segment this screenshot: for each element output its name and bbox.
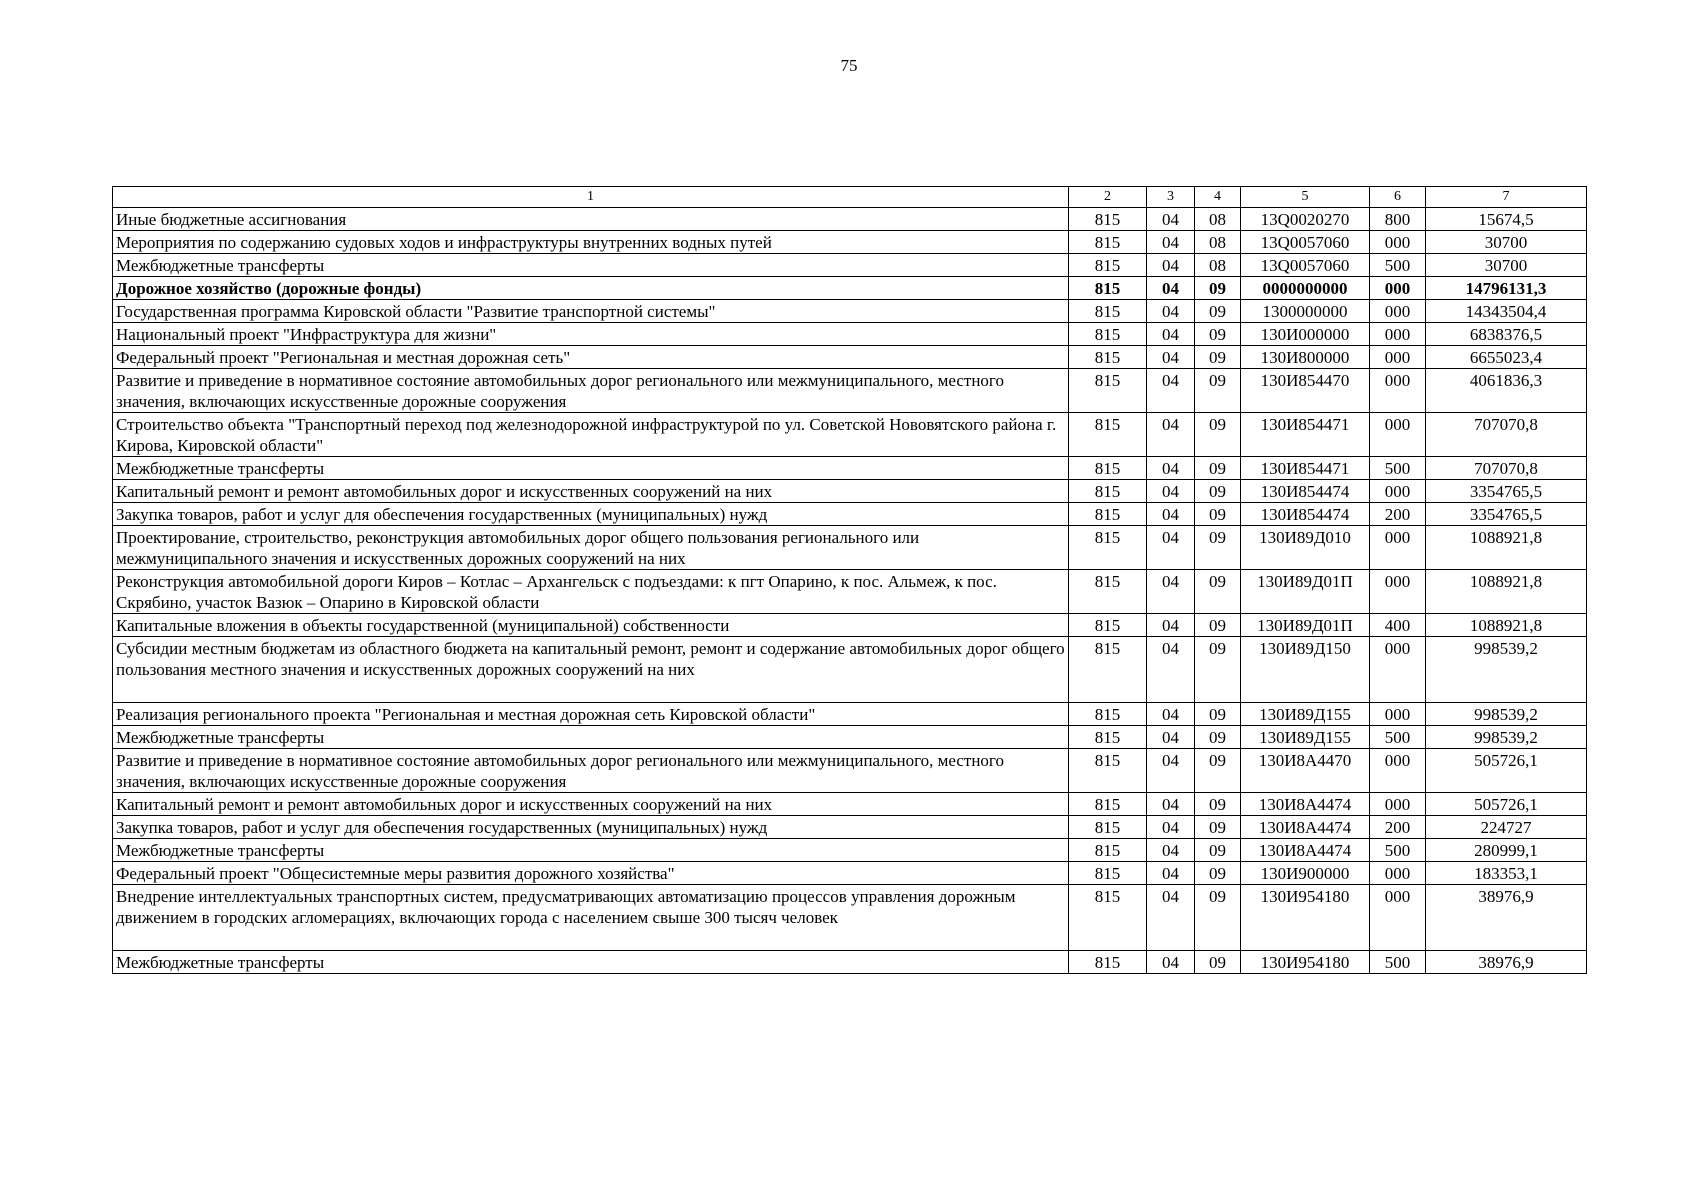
cell-pr: 09 [1195, 793, 1241, 816]
cell-pr: 09 [1195, 503, 1241, 526]
cell-csr: 130И854471 [1241, 457, 1370, 480]
cell-vr: 000 [1370, 793, 1426, 816]
cell-pr: 08 [1195, 208, 1241, 231]
cell-name: Развитие и приведение в нормативное состояние автомобильных дорог регионального или межмуниципального, местного значения, включающих искусственные дорожные сооружения [113, 749, 1069, 793]
cell-csr: 130И89Д01П [1241, 614, 1370, 637]
cell-vr: 400 [1370, 614, 1426, 637]
cell-ved: 815 [1069, 277, 1147, 300]
cell-vr: 000 [1370, 749, 1426, 793]
cell-pr: 09 [1195, 637, 1241, 703]
cell-pr: 08 [1195, 254, 1241, 277]
column-header-vr: 6 [1370, 187, 1426, 208]
cell-csr: 130И854474 [1241, 480, 1370, 503]
cell-name: Субсидии местным бюджетам из областного бюджета на капитальный ремонт, ремонт и содержание автомобильных дорог общего пользования местного значения и искусственных дорожных сооружений на них [113, 637, 1069, 703]
cell-sum: 505726,1 [1426, 749, 1587, 793]
cell-csr: 1300000000 [1241, 300, 1370, 323]
cell-csr: 130И8А4474 [1241, 816, 1370, 839]
cell-ved: 815 [1069, 526, 1147, 570]
table-row [113, 726, 1587, 749]
cell-csr: 130И854474 [1241, 503, 1370, 526]
table-row [113, 413, 1587, 457]
cell-sum: 998539,2 [1426, 726, 1587, 749]
cell-sum: 38976,9 [1426, 885, 1587, 951]
cell-rz: 04 [1147, 570, 1195, 614]
cell-pr: 09 [1195, 749, 1241, 793]
cell-pr: 08 [1195, 231, 1241, 254]
cell-rz: 04 [1147, 254, 1195, 277]
cell-name: Капитальный ремонт и ремонт автомобильных дорог и искусственных сооружений на них [113, 480, 1069, 503]
page-number: 75 [840, 56, 858, 75]
cell-ved: 815 [1069, 793, 1147, 816]
cell-csr: 130И8А4470 [1241, 749, 1370, 793]
cell-ved: 815 [1069, 208, 1147, 231]
table-row [113, 277, 1587, 300]
cell-sum: 707070,8 [1426, 457, 1587, 480]
cell-csr: 130И8А4474 [1241, 839, 1370, 862]
table-row [113, 231, 1587, 254]
cell-rz: 04 [1147, 885, 1195, 951]
cell-pr: 09 [1195, 323, 1241, 346]
cell-name: Внедрение интеллектуальных транспортных систем, предусматривающих автоматизацию процессов управления дорожным движением в городских агломерациях, включающих города с населением свыше 300 тысяч человек [113, 885, 1069, 951]
table-row [113, 208, 1587, 231]
table-row [113, 457, 1587, 480]
cell-vr: 500 [1370, 726, 1426, 749]
cell-pr: 09 [1195, 885, 1241, 951]
cell-vr: 000 [1370, 323, 1426, 346]
table-header-row [113, 187, 1587, 208]
cell-vr: 000 [1370, 231, 1426, 254]
cell-sum: 30700 [1426, 254, 1587, 277]
column-header-name: 1 [113, 187, 1069, 208]
cell-csr: 130И954180 [1241, 885, 1370, 951]
cell-rz: 04 [1147, 726, 1195, 749]
cell-sum: 15674,5 [1426, 208, 1587, 231]
cell-pr: 09 [1195, 862, 1241, 885]
budget-table [112, 186, 1587, 974]
cell-ved: 815 [1069, 369, 1147, 413]
cell-rz: 04 [1147, 413, 1195, 457]
cell-sum: 280999,1 [1426, 839, 1587, 862]
cell-pr: 09 [1195, 300, 1241, 323]
cell-sum: 1088921,8 [1426, 526, 1587, 570]
cell-rz: 04 [1147, 503, 1195, 526]
column-header-rz: 3 [1147, 187, 1195, 208]
table-row [113, 793, 1587, 816]
cell-name: Реализация регионального проекта "Региональная и местная дорожная сеть Кировской области" [113, 703, 1069, 726]
cell-vr: 500 [1370, 839, 1426, 862]
cell-pr: 09 [1195, 369, 1241, 413]
cell-csr: 130И854470 [1241, 369, 1370, 413]
cell-ved: 815 [1069, 816, 1147, 839]
cell-rz: 04 [1147, 951, 1195, 974]
cell-name: Капитальный ремонт и ремонт автомобильных дорог и искусственных сооружений на них [113, 793, 1069, 816]
cell-ved: 815 [1069, 323, 1147, 346]
cell-sum: 998539,2 [1426, 703, 1587, 726]
cell-sum: 505726,1 [1426, 793, 1587, 816]
cell-ved: 815 [1069, 231, 1147, 254]
cell-name: Межбюджетные трансферты [113, 726, 1069, 749]
cell-vr: 500 [1370, 951, 1426, 974]
table-row [113, 480, 1587, 503]
cell-ved: 815 [1069, 614, 1147, 637]
cell-ved: 815 [1069, 726, 1147, 749]
cell-name: Межбюджетные трансферты [113, 951, 1069, 974]
cell-name: Дорожное хозяйство (дорожные фонды) [113, 277, 1069, 300]
cell-csr: 130И89Д010 [1241, 526, 1370, 570]
cell-pr: 09 [1195, 413, 1241, 457]
cell-rz: 04 [1147, 480, 1195, 503]
cell-vr: 000 [1370, 885, 1426, 951]
cell-csr: 130И954180 [1241, 951, 1370, 974]
cell-vr: 500 [1370, 457, 1426, 480]
cell-csr: 130И854471 [1241, 413, 1370, 457]
cell-ved: 815 [1069, 413, 1147, 457]
cell-name: Федеральный проект "Региональная и местная дорожная сеть" [113, 346, 1069, 369]
cell-name: Федеральный проект "Общесистемные меры развития дорожного хозяйства" [113, 862, 1069, 885]
cell-name: Проектирование, строительство, реконструкция автомобильных дорог общего пользования регионального или межмуниципального значения и искусственных дорожных сооружений на них [113, 526, 1069, 570]
cell-ved: 815 [1069, 457, 1147, 480]
cell-name: Закупка товаров, работ и услуг для обеспечения государственных (муниципальных) нужд [113, 816, 1069, 839]
cell-pr: 09 [1195, 816, 1241, 839]
cell-csr: 130И000000 [1241, 323, 1370, 346]
table-row [113, 346, 1587, 369]
cell-vr: 000 [1370, 413, 1426, 457]
cell-pr: 09 [1195, 480, 1241, 503]
cell-ved: 815 [1069, 862, 1147, 885]
cell-name: Межбюджетные трансферты [113, 839, 1069, 862]
cell-name: Закупка товаров, работ и услуг для обеспечения государственных (муниципальных) нужд [113, 503, 1069, 526]
cell-rz: 04 [1147, 457, 1195, 480]
cell-sum: 6655023,4 [1426, 346, 1587, 369]
cell-pr: 09 [1195, 839, 1241, 862]
table-row [113, 300, 1587, 323]
cell-pr: 09 [1195, 614, 1241, 637]
cell-csr: 130И89Д155 [1241, 726, 1370, 749]
cell-rz: 04 [1147, 208, 1195, 231]
cell-name: Государственная программа Кировской области "Развитие транспортной системы" [113, 300, 1069, 323]
cell-pr: 09 [1195, 951, 1241, 974]
cell-sum: 6838376,5 [1426, 323, 1587, 346]
cell-sum: 38976,9 [1426, 951, 1587, 974]
cell-vr: 000 [1370, 300, 1426, 323]
cell-sum: 707070,8 [1426, 413, 1587, 457]
cell-vr: 200 [1370, 503, 1426, 526]
cell-ved: 815 [1069, 346, 1147, 369]
table-row [113, 570, 1587, 614]
cell-vr: 000 [1370, 526, 1426, 570]
column-header-pr: 4 [1195, 187, 1241, 208]
table-body [113, 208, 1587, 974]
cell-rz: 04 [1147, 323, 1195, 346]
cell-name: Мероприятия по содержанию судовых ходов и инфраструктуры внутренних водных путей [113, 231, 1069, 254]
cell-vr: 000 [1370, 637, 1426, 703]
cell-rz: 04 [1147, 614, 1195, 637]
cell-sum: 224727 [1426, 816, 1587, 839]
cell-rz: 04 [1147, 231, 1195, 254]
cell-csr: 130И800000 [1241, 346, 1370, 369]
cell-ved: 815 [1069, 749, 1147, 793]
cell-name: Капитальные вложения в объекты государственной (муниципальной) собственности [113, 614, 1069, 637]
cell-vr: 000 [1370, 369, 1426, 413]
cell-name: Национальный проект "Инфраструктура для жизни" [113, 323, 1069, 346]
cell-pr: 09 [1195, 703, 1241, 726]
cell-vr: 000 [1370, 570, 1426, 614]
cell-csr: 130И89Д150 [1241, 637, 1370, 703]
table-row [113, 526, 1587, 570]
table-row [113, 951, 1587, 974]
table-row [113, 885, 1587, 951]
cell-vr: 800 [1370, 208, 1426, 231]
cell-ved: 815 [1069, 703, 1147, 726]
cell-sum: 183353,1 [1426, 862, 1587, 885]
cell-pr: 09 [1195, 277, 1241, 300]
column-header-ved: 2 [1069, 187, 1147, 208]
cell-name: Иные бюджетные ассигнования [113, 208, 1069, 231]
cell-name: Развитие и приведение в нормативное состояние автомобильных дорог регионального или межмуниципального, местного значения, включающих искусственные дорожные сооружения [113, 369, 1069, 413]
table-row [113, 369, 1587, 413]
cell-vr: 200 [1370, 816, 1426, 839]
table-row [113, 503, 1587, 526]
cell-ved: 815 [1069, 951, 1147, 974]
cell-rz: 04 [1147, 369, 1195, 413]
cell-rz: 04 [1147, 346, 1195, 369]
cell-sum: 3354765,5 [1426, 480, 1587, 503]
table-row [113, 816, 1587, 839]
cell-sum: 1088921,8 [1426, 570, 1587, 614]
cell-rz: 04 [1147, 277, 1195, 300]
table-row [113, 323, 1587, 346]
cell-sum: 14796131,3 [1426, 277, 1587, 300]
cell-csr: 0000000000 [1241, 277, 1370, 300]
cell-csr: 13Q0057060 [1241, 254, 1370, 277]
cell-pr: 09 [1195, 457, 1241, 480]
cell-rz: 04 [1147, 839, 1195, 862]
cell-ved: 815 [1069, 480, 1147, 503]
cell-name: Межбюджетные трансферты [113, 254, 1069, 277]
cell-ved: 815 [1069, 637, 1147, 703]
cell-rz: 04 [1147, 703, 1195, 726]
table-row [113, 254, 1587, 277]
cell-pr: 09 [1195, 526, 1241, 570]
cell-csr: 13Q0020270 [1241, 208, 1370, 231]
cell-ved: 815 [1069, 839, 1147, 862]
cell-sum: 4061836,3 [1426, 369, 1587, 413]
cell-rz: 04 [1147, 793, 1195, 816]
cell-sum: 14343504,4 [1426, 300, 1587, 323]
cell-vr: 000 [1370, 480, 1426, 503]
cell-ved: 815 [1069, 254, 1147, 277]
cell-pr: 09 [1195, 346, 1241, 369]
cell-sum: 1088921,8 [1426, 614, 1587, 637]
cell-sum: 3354765,5 [1426, 503, 1587, 526]
cell-csr: 130И900000 [1241, 862, 1370, 885]
cell-name: Реконструкция автомобильной дороги Киров – Котлас – Архангельск с подъездами: к пгт Опарино, к пос. Альмеж, к пос. Скрябино, участок Вазюк – Опарино в Кировской области [113, 570, 1069, 614]
cell-vr: 500 [1370, 254, 1426, 277]
cell-rz: 04 [1147, 862, 1195, 885]
table-row [113, 637, 1587, 703]
column-header-csr: 5 [1241, 187, 1370, 208]
table-row [113, 703, 1587, 726]
cell-vr: 000 [1370, 346, 1426, 369]
cell-ved: 815 [1069, 570, 1147, 614]
cell-ved: 815 [1069, 300, 1147, 323]
cell-ved: 815 [1069, 503, 1147, 526]
cell-rz: 04 [1147, 526, 1195, 570]
cell-rz: 04 [1147, 300, 1195, 323]
cell-rz: 04 [1147, 816, 1195, 839]
cell-rz: 04 [1147, 637, 1195, 703]
cell-ved: 815 [1069, 885, 1147, 951]
cell-vr: 000 [1370, 277, 1426, 300]
cell-csr: 13Q0057060 [1241, 231, 1370, 254]
column-header-sum: 7 [1426, 187, 1587, 208]
cell-name: Межбюджетные трансферты [113, 457, 1069, 480]
cell-csr: 130И8А4474 [1241, 793, 1370, 816]
cell-sum: 30700 [1426, 231, 1587, 254]
cell-csr: 130И89Д155 [1241, 703, 1370, 726]
table-row [113, 749, 1587, 793]
cell-name: Строительство объекта "Транспортный переход под железнодорожной инфраструктурой по ул. Советской Нововятского района г. Кирова, Кировской области" [113, 413, 1069, 457]
cell-pr: 09 [1195, 726, 1241, 749]
cell-pr: 09 [1195, 570, 1241, 614]
cell-rz: 04 [1147, 749, 1195, 793]
cell-csr: 130И89Д01П [1241, 570, 1370, 614]
cell-vr: 000 [1370, 862, 1426, 885]
table-row [113, 862, 1587, 885]
table-row [113, 614, 1587, 637]
cell-vr: 000 [1370, 703, 1426, 726]
table-row [113, 839, 1587, 862]
cell-sum: 998539,2 [1426, 637, 1587, 703]
